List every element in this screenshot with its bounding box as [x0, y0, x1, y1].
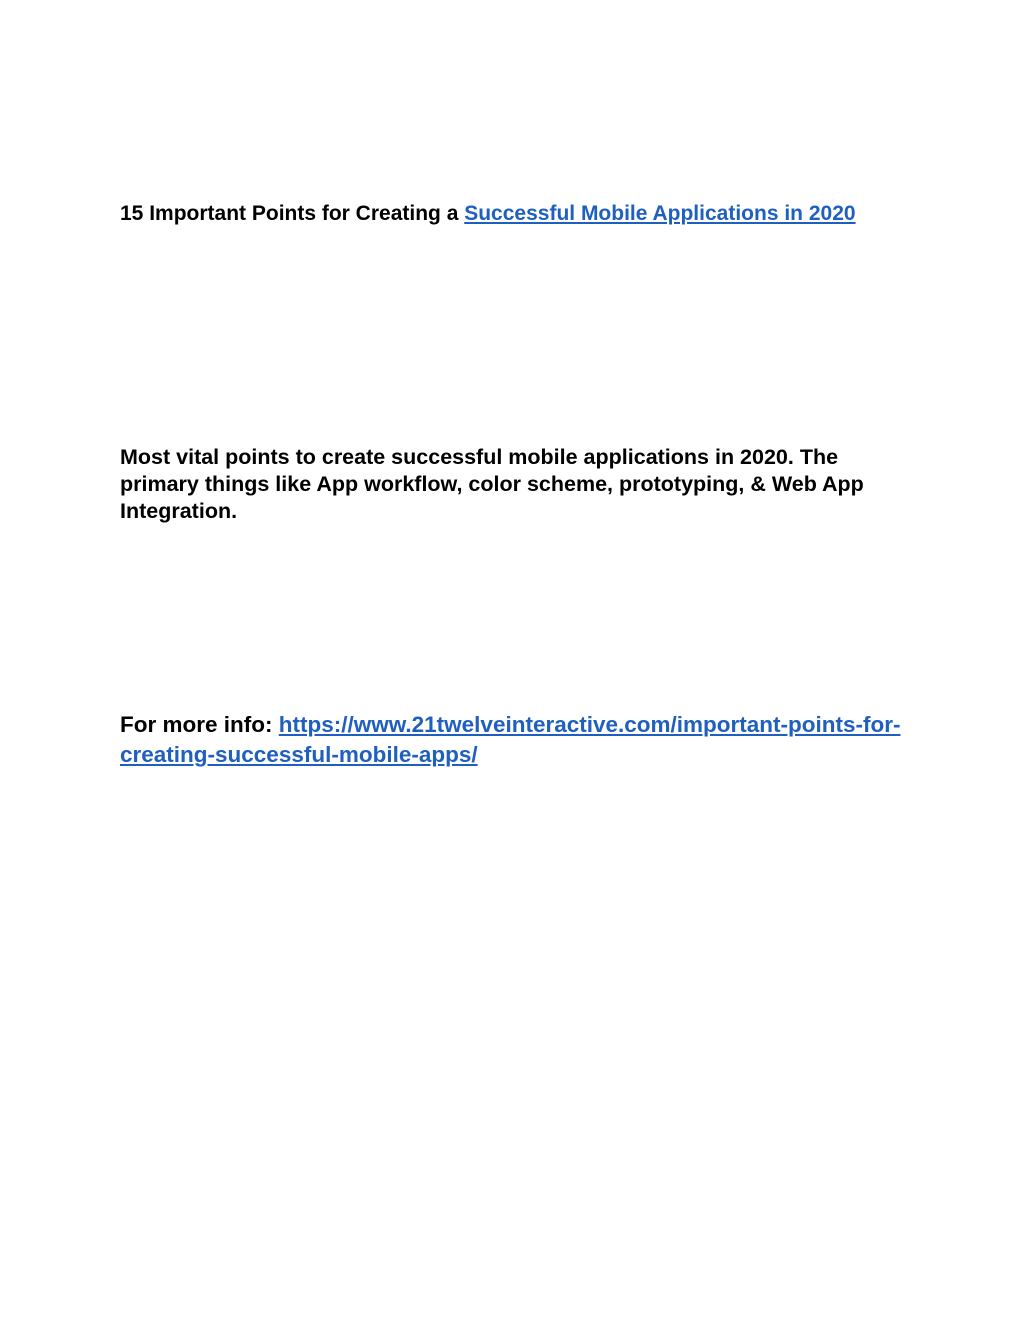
- title-prefix: 15 Important Points for Creating a: [120, 202, 465, 225]
- more-info-link[interactable]: https://www.21twelveinteractive.com/important-points-for-creating-successful-mobile-apps/: [120, 712, 901, 767]
- more-info-label: For more info:: [120, 712, 279, 737]
- title-link[interactable]: Successful Mobile Applications in 2020: [464, 202, 856, 225]
- document-title: [120, 200, 920, 228]
- summary-paragraph: Most vital points to create successful mobile applications in 2020. The primary things like App workflow, color scheme, prototyping, & Web App Integration.: [120, 445, 864, 523]
- more-info-paragraph: [120, 710, 920, 770]
